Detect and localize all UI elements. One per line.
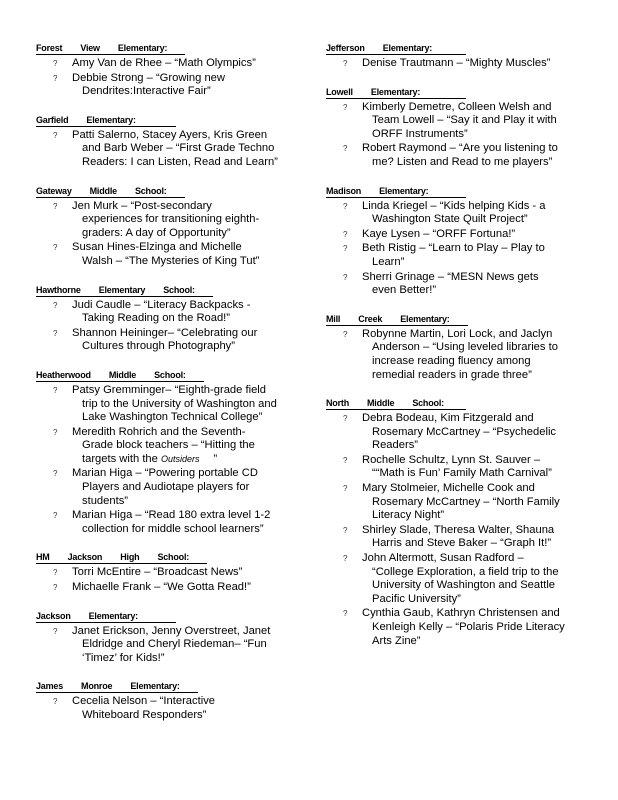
- project-text-line: increase reading fluency among: [372, 354, 531, 367]
- italic-title: Outsiders: [160, 453, 200, 464]
- project-item: [326, 101, 576, 142]
- project-text-line: Harris and Steve Baker – “Graph It!”: [372, 537, 552, 550]
- project-text-line: Torri McEntire – “Broadcast News”: [72, 566, 243, 579]
- project-list: [36, 695, 292, 722]
- project-item: [36, 566, 292, 580]
- project-text-line: and Barb Weber – “First Grade Techno: [82, 142, 275, 155]
- project-item: [36, 509, 292, 536]
- school-heading: [36, 681, 198, 693]
- project-item: [326, 524, 576, 551]
- project-item: [326, 552, 576, 606]
- project-text-line: Michaelle Frank – “We Gotta Read!”: [72, 581, 251, 594]
- project-text-line: Kimberly Demetre, Colleen Welsh and: [362, 100, 552, 113]
- project-text-line: Rosemary McCartney – “North Family: [372, 495, 560, 508]
- school-heading-word: School:: [412, 398, 444, 409]
- school-heading-word: Elementary:: [400, 313, 450, 324]
- bullet-icon: ?: [53, 568, 58, 578]
- project-text-line: Rochelle Schultz, Lynn St. Sauver –: [362, 453, 541, 466]
- project-text-line: Robert Raymond – “Are you listening to: [362, 142, 558, 155]
- project-item: [326, 271, 576, 298]
- school-heading-word: Heatherwood: [36, 369, 91, 380]
- bullet-icon: ?: [343, 144, 348, 154]
- project-item: [326, 228, 576, 242]
- bullet-icon: ?: [53, 626, 58, 636]
- bullet-icon: ?: [343, 525, 348, 535]
- school-heading-word: Hawthorne: [36, 284, 81, 295]
- school-heading-word: Creek: [358, 313, 383, 324]
- project-item: [326, 242, 576, 269]
- project-text-line: Washington State Quilt Project”: [372, 213, 528, 226]
- school-heading-word: Madison: [326, 185, 362, 196]
- project-item: [326, 412, 576, 453]
- project-text-line: Shirley Slade, Theresa Walter, Shauna: [362, 523, 555, 536]
- bullet-icon: ?: [53, 328, 58, 338]
- school-heading-word: Middle: [108, 369, 137, 380]
- bullet-icon: ?: [343, 201, 348, 211]
- bullet-icon: ?: [53, 469, 58, 479]
- project-text-line: Rosemary McCartney – “Psychedelic: [372, 425, 557, 438]
- school-heading: [36, 115, 176, 127]
- project-text-line: Meredith Rohrich and the Seventh-: [72, 425, 246, 438]
- school-section: [36, 38, 292, 99]
- project-item: [326, 57, 576, 71]
- project-item: [36, 57, 292, 71]
- school-heading-word: Forest: [36, 43, 63, 53]
- school-heading-word: School:: [134, 185, 167, 196]
- school-section: [36, 547, 292, 594]
- project-text-line: Amy Van de Rhee – “Math Olympics”: [72, 57, 256, 69]
- closing-quote: ”: [213, 452, 218, 465]
- project-text-line: Sherri Grinage – “MESN News gets: [362, 270, 539, 283]
- bullet-icon: ?: [343, 229, 348, 239]
- school-heading-word: Elementary:: [379, 185, 429, 196]
- bullet-icon: ?: [343, 484, 348, 494]
- project-text-line: trip to the University of Washington and: [82, 397, 277, 410]
- school-heading-word: Lowell: [326, 86, 353, 97]
- bullet-icon: ?: [53, 385, 58, 395]
- bullet-icon: ?: [53, 130, 58, 140]
- bullet-icon: ?: [343, 554, 348, 564]
- project-text-line: Grade block teachers – “Hitting the: [82, 439, 255, 452]
- project-text-line: remedial readers in grade three”: [372, 368, 532, 381]
- school-section: [326, 393, 576, 648]
- project-text-line: Denise Trautmann – “Mighty Muscles”: [362, 57, 551, 69]
- project-text-line: Marian Higa – “Powering portable CD: [72, 467, 258, 480]
- school-heading-word: HM: [36, 552, 50, 563]
- project-text-line: Patsy Gremminger– “Eighth-grade field: [72, 383, 267, 396]
- project-text-line: Judi Caudle – “Literacy Backpacks -: [72, 298, 251, 311]
- project-text-line: University of Washington and Seattle: [372, 579, 556, 592]
- bullet-icon: ?: [343, 414, 348, 424]
- bullet-icon: ?: [53, 300, 58, 310]
- project-text-line: targets with the: [82, 452, 161, 465]
- project-text-line: Beth Ristig – “Learn to Play – Play to: [362, 242, 545, 255]
- project-text-line: collection for middle school learners”: [82, 522, 264, 535]
- project-item: [36, 695, 292, 722]
- school-heading: [36, 370, 204, 382]
- project-text-line: even Better!”: [372, 284, 437, 297]
- project-text-line: Patti Salerno, Stacey Ayers, Kris Green: [72, 128, 268, 141]
- project-text-line: Cultures through Photography”: [82, 340, 235, 353]
- project-item: [36, 625, 292, 666]
- school-heading-word: School:: [154, 369, 186, 380]
- project-text-line: Readers: I can Listen, Read and Learn”: [82, 155, 278, 168]
- school-heading: [36, 285, 213, 297]
- school-heading: [36, 611, 176, 623]
- school-heading-word: Elementary:: [86, 114, 136, 125]
- project-text-line: Debbie Strong – “Growing new: [72, 71, 225, 84]
- school-heading-word: Middle: [89, 185, 117, 196]
- school-section: [36, 280, 292, 354]
- school-section: [36, 181, 292, 269]
- bullet-icon: ?: [53, 59, 58, 68]
- school-section: [36, 365, 292, 537]
- school-heading-word: Elementary: [98, 284, 146, 295]
- project-text-line: Literacy Night”: [372, 509, 445, 522]
- project-text-line: Walsh – “The Mysteries of King Tut”: [82, 254, 260, 267]
- school-heading-word: Middle: [367, 398, 395, 409]
- project-text-line: Robynne Martin, Lori Lock, and Jaclyn: [362, 327, 553, 340]
- school-heading-word: Elementary:: [370, 86, 421, 97]
- school-heading-word: Elementary:: [382, 43, 433, 53]
- project-text-line: Cynthia Gaub, Kathryn Christensen and: [362, 607, 560, 620]
- bullet-icon: ?: [343, 329, 348, 339]
- project-text-line: me? Listen and Read to me players”: [372, 155, 553, 168]
- project-item: [326, 200, 576, 227]
- school-heading: [326, 87, 466, 99]
- project-text-line: Kenleigh Kelly – “Polaris Pride Literacy: [372, 621, 565, 633]
- bullet-icon: ?: [53, 583, 58, 593]
- project-item: [36, 129, 292, 170]
- project-text-line: Jen Murk – “Post-secondary: [72, 199, 212, 212]
- project-text-line: Learn”: [372, 255, 405, 268]
- project-list: [326, 412, 576, 648]
- project-item: [36, 299, 292, 326]
- left-column: [36, 38, 292, 734]
- project-list: [326, 200, 576, 298]
- school-heading: [326, 186, 466, 198]
- school-heading-word: Mill: [326, 313, 341, 324]
- project-list: [36, 57, 292, 99]
- bullet-icon: ?: [343, 59, 348, 68]
- school-heading-word: View: [80, 43, 100, 53]
- project-text-line: Cecelia Nelson – “Interactive: [72, 695, 216, 708]
- project-item: [326, 142, 576, 169]
- project-text-line: Team Lowell – “Say it and Play it with: [372, 114, 557, 127]
- project-list: [326, 57, 576, 71]
- school-heading: [326, 398, 466, 410]
- project-item: [36, 581, 292, 595]
- school-heading-word: Elementary:: [117, 43, 168, 53]
- school-heading: [36, 552, 207, 564]
- project-item: [326, 328, 576, 382]
- school-heading-word: Elementary:: [130, 681, 180, 692]
- school-section: [36, 110, 292, 170]
- bullet-icon: ?: [53, 511, 58, 521]
- school-heading-word: North: [326, 398, 349, 409]
- project-item: [36, 426, 292, 467]
- school-heading-word: Gateway: [36, 185, 72, 196]
- school-heading-word: Garfield: [36, 114, 69, 125]
- project-text-line: ““Math is Fun’ Family Math Carnival”: [372, 467, 552, 480]
- project-text-line: experiences for transitioning eighth-: [82, 213, 260, 226]
- bullet-icon: ?: [53, 697, 58, 707]
- project-text-line: Taking Reading on the Road!”: [82, 312, 231, 325]
- bullet-icon: ?: [343, 102, 348, 112]
- school-heading-word: Monroe: [81, 681, 113, 692]
- project-list: [36, 129, 292, 170]
- project-list: [326, 101, 576, 170]
- project-text-line: Mary Stolmeier, Michelle Cook and: [362, 482, 535, 495]
- school-section: [326, 309, 576, 382]
- project-text-line: Anderson – “Using leveled libraries to: [372, 341, 558, 354]
- project-item: [326, 454, 576, 481]
- project-text-line: Shannon Heininger– “Celebrating our: [72, 326, 258, 339]
- project-item: [36, 384, 292, 425]
- school-section: [326, 38, 576, 71]
- bullet-icon: ?: [343, 244, 348, 254]
- project-text-line: Readers”: [372, 439, 419, 452]
- project-list: [326, 328, 576, 382]
- school-heading-word: High: [120, 552, 140, 563]
- school-heading-word: School:: [163, 284, 195, 295]
- bullet-icon: ?: [53, 427, 58, 437]
- school-heading-word: James: [36, 681, 64, 692]
- bullet-icon: ?: [343, 455, 348, 465]
- school-heading-word: Jackson: [67, 552, 103, 563]
- school-heading: [36, 43, 185, 55]
- project-item: [36, 72, 292, 99]
- project-list: [36, 200, 292, 269]
- school-heading-word: Jefferson: [326, 43, 365, 53]
- project-text-line: Dendrites:Interactive Fair”: [82, 85, 211, 98]
- school-heading: [326, 43, 466, 55]
- project-text-line: Lake Washington Technical College”: [82, 411, 263, 424]
- school-section: [36, 606, 292, 666]
- school-heading-word: Elementary:: [88, 610, 138, 621]
- project-list: [36, 384, 292, 537]
- project-item: [326, 607, 576, 648]
- project-text-line: Pacific University”: [372, 592, 461, 605]
- bullet-icon: ?: [343, 609, 348, 619]
- school-section: [326, 82, 576, 170]
- project-text-line: “College Exploration, a field trip to the: [372, 565, 559, 578]
- bullet-icon: ?: [53, 243, 58, 253]
- project-text-line: Kaye Lysen – “ORFF Fortuna!”: [362, 227, 516, 240]
- project-text-line: Debra Bodeau, Kim Fitzgerald and: [362, 412, 534, 425]
- project-text-line: Janet Erickson, Jenny Overstreet, Janet: [72, 624, 271, 637]
- project-text-line: Arts Zine”: [372, 634, 421, 647]
- project-item: [36, 241, 292, 268]
- school-heading: [36, 186, 185, 198]
- bullet-icon: ?: [343, 272, 348, 282]
- project-item: [36, 200, 292, 241]
- school-heading-word: Jackson: [36, 610, 71, 621]
- school-heading-word: School:: [157, 552, 190, 563]
- school-section: [36, 676, 292, 722]
- project-item: [326, 482, 576, 523]
- school-heading: [326, 314, 468, 326]
- project-text-line-wrap: [72, 453, 292, 467]
- project-text-line: Players and Audiotape players for: [82, 481, 250, 494]
- project-text-line: ‘Timez’ for Kids!”: [82, 651, 165, 664]
- project-item: [36, 467, 292, 508]
- project-list: [36, 625, 292, 666]
- project-text-line: Eldridge and Cheryl Riedeman– “Fun: [82, 638, 267, 651]
- project-text-line: Whiteboard Responders”: [82, 709, 207, 721]
- bullet-icon: ?: [53, 201, 58, 211]
- project-text-line: John Altermott, Susan Radford –: [362, 552, 524, 565]
- right-column: [326, 38, 576, 659]
- bullet-icon: ?: [53, 73, 58, 83]
- project-text-line: graders: A day of Opportunity”: [82, 226, 231, 239]
- school-section: [326, 181, 576, 298]
- project-item: [36, 327, 292, 354]
- project-text-line: Linda Kriegel – “Kids helping Kids - a: [362, 199, 546, 212]
- project-text-line: students”: [82, 494, 129, 507]
- project-text-line: Marian Higa – “Read 180 extra level 1-2: [72, 509, 271, 522]
- project-text-line: ORFF Instruments”: [372, 127, 468, 140]
- project-list: [36, 299, 292, 354]
- project-list: [36, 566, 292, 594]
- project-text-line: Susan Hines-Elzinga and Michelle: [72, 241, 242, 254]
